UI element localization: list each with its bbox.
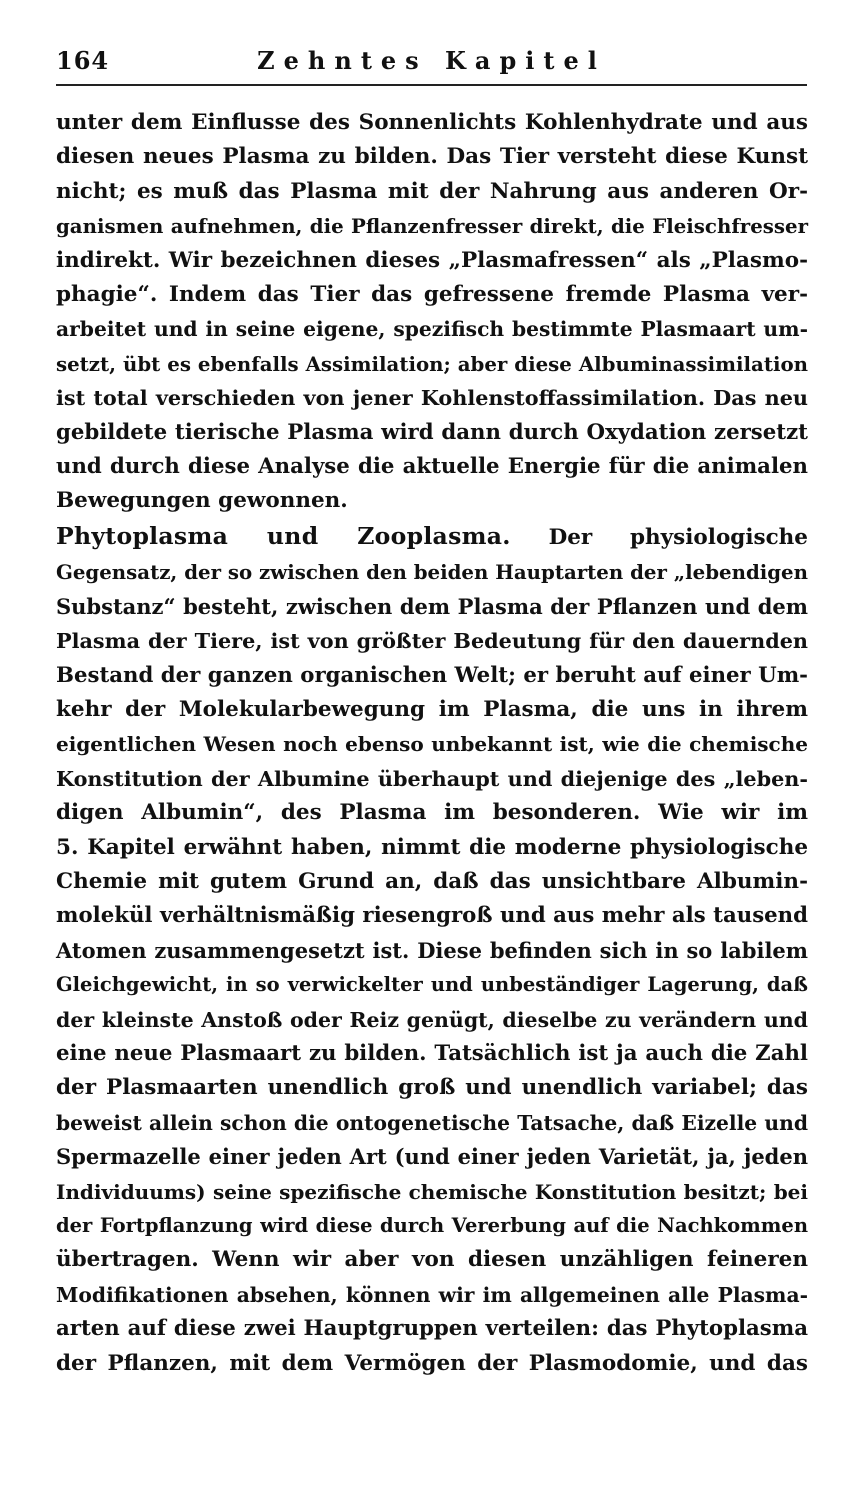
text-line: der kleinste Anstoß oder Reiz genügt, dieselbe zu verändern und	[56, 1007, 808, 1032]
text-line: indirekt. Wir bezeichnen dieses „Plasmafressen“ als „Plasmo-	[56, 247, 808, 273]
page-header	[56, 44, 807, 86]
text-line: Substanz“ besteht, zwischen dem Plasma der Pflanzen und dem	[56, 593, 808, 619]
text-line: molekül verhältnismäßig riesengroß und aus mehr als tausend	[56, 903, 808, 929]
text-line: Konstitution der Albumine überhaupt und diejenige des „leben-	[56, 766, 808, 791]
section-heading: Phytoplasma und Zooplasma.	[56, 521, 511, 550]
text-line: Spermazelle einer jeden Art (und einer jeden Varietät, ja, jeden	[56, 1144, 808, 1170]
body-text	[56, 106, 808, 1381]
text-line: unter dem Einflusse des Sonnenlichts Kohlenhydrate und aus	[56, 110, 808, 135]
text-line: gebildete tierische Plasma wird dann durch Oxydation zersetzt	[56, 419, 808, 445]
text-line: arbeitet und in seine eigene, spezifisch bestimmte Plasmaart um-	[56, 317, 808, 342]
text-run: Der physiologische	[548, 524, 808, 550]
text-line: eine neue Plasmaart zu bilden. Tatsächlich ist ja auch die Zahl	[56, 1040, 808, 1066]
paragraph-2	[56, 519, 808, 1381]
text-line: eigentlichen Wesen noch ebenso unbekannt ist, wie die chemische	[56, 732, 808, 757]
text-line: diesen neues Plasma zu bilden. Das Tier versteht diese Kunst	[56, 144, 808, 170]
text-line: Individuums) seine spezifische chemische Konstitution besitzt; bei	[56, 1179, 808, 1204]
text-line: phagie“. Indem das Tier das gefressene fremde Plasma ver-	[56, 282, 808, 308]
text-line: nicht; es muß das Plasma mit der Nahrung aus anderen Or-	[56, 178, 808, 204]
page-number: 164	[56, 46, 110, 75]
text-line: der Pflanzen, mit dem Vermögen der Plasmodomie, und das	[56, 1350, 808, 1376]
text-line: und durch diese Analyse die aktuelle Energie für die animalen	[56, 454, 808, 480]
text-line: der Plasmaarten unendlich groß und unendlich variabel; das	[56, 1075, 808, 1101]
text-line: arten auf diese zwei Hauptgruppen verteilen: das Phytoplasma	[56, 1316, 808, 1342]
text-line: Modifikationen absehen, können wir im allgemeinen alle Plasma-	[56, 1282, 808, 1307]
text-line: Gleichgewicht, in so verwickelter und unbeständiger Lagerung, daß	[56, 973, 808, 997]
text-line: digen Albumin“, des Plasma im besonderen. Wie wir im	[56, 800, 808, 826]
text-line: Chemie mit gutem Grund an, daß das unsichtbare Albumin-	[56, 868, 808, 894]
text-line: Gegensatz, der so zwischen den beiden Hauptarten der „lebendigen	[56, 560, 808, 585]
text-line: übertragen. Wenn wir aber von diesen unzähligen feineren	[56, 1247, 808, 1273]
text-line: der Fortpflanzung wird diese durch Vererbung auf die Nachkommen	[56, 1214, 808, 1237]
text-line: Plasma der Tiere, ist von größter Bedeutung für den dauernden	[56, 629, 808, 654]
text-line: setzt, übt es ebenfalls Assimilation; aber diese Albuminassimilation	[56, 351, 808, 376]
text-line: ganismen aufnehmen, die Pflanzenfresser direkt, die Fleischfresser	[56, 214, 808, 239]
paragraph-1	[56, 106, 808, 519]
text-line	[56, 519, 808, 555]
text-line: 5. Kapitel erwähnt haben, nimmt die moderne physiologische	[56, 834, 808, 860]
text-line: Bewegungen gewonnen.	[56, 488, 348, 514]
text-line: ist total verschieden von jener Kohlenstoffassimilation. Das neu	[56, 386, 808, 411]
text-line: beweist allein schon die ontogenetische Tatsache, daß Eizelle und	[56, 1110, 808, 1135]
text-line: kehr der Molekularbewegung im Plasma, die uns in ihrem	[56, 696, 808, 722]
running-head: Zehntes Kapitel	[257, 46, 606, 75]
text-line: Atomen zusammengesetzt ist. Diese befinden sich in so labilem	[56, 937, 808, 963]
text-line: Bestand der ganzen organischen Welt; er beruht auf einer Um-	[56, 662, 808, 688]
